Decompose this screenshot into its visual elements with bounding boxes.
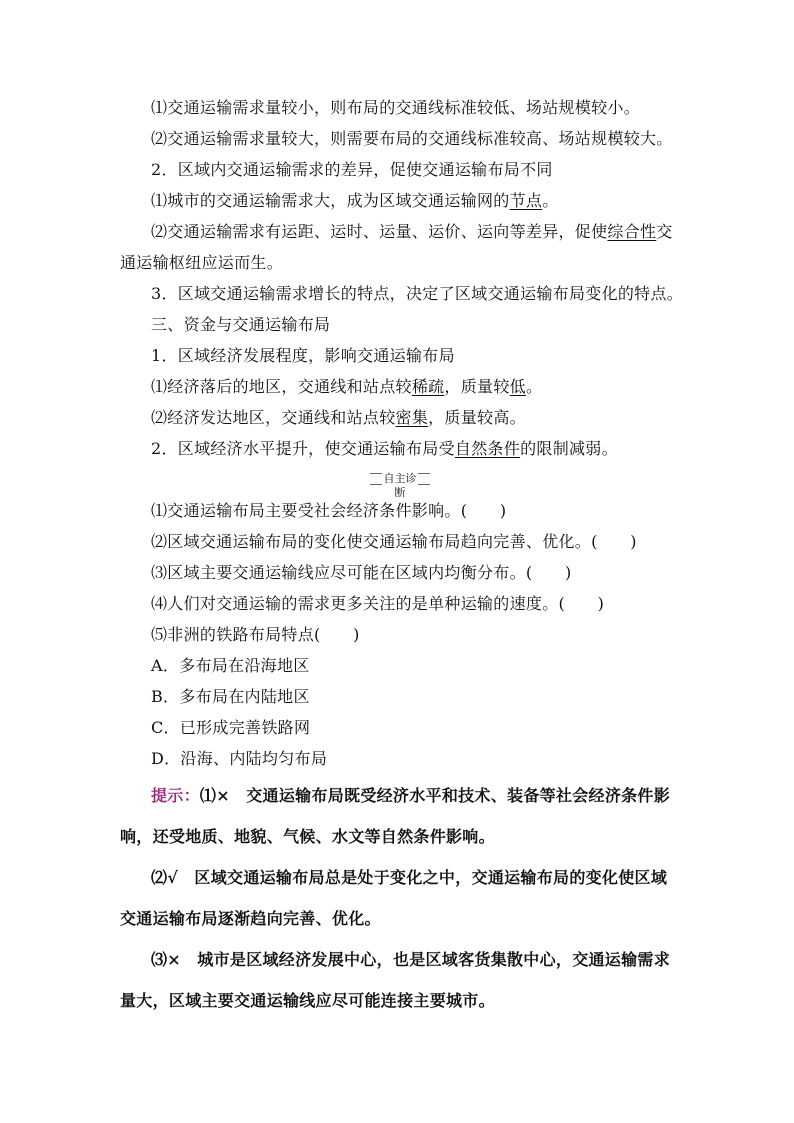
line-text: 。 — [525, 377, 543, 396]
text-line — [120, 252, 794, 274]
text-line — [151, 376, 794, 398]
question-item — [151, 562, 794, 584]
option-text: C．已形成完善铁路网 — [151, 718, 311, 737]
option-item — [151, 655, 794, 677]
underlined-term: 低 — [509, 377, 526, 396]
heading-line — [151, 159, 794, 181]
option-text: D．沿海、内陆均匀布局 — [151, 749, 328, 768]
hint-text: ⑴× 交通运输布局既受经济水平和技术、装备等社会经济条件影 — [199, 786, 671, 805]
hint-line — [151, 785, 794, 807]
line-text: 。 — [542, 191, 559, 210]
text-line — [151, 407, 794, 429]
text-line — [151, 128, 794, 150]
line-text: 三、资金与交通运输布局 — [151, 315, 331, 334]
hint-label: 提示： — [151, 786, 200, 805]
question-item — [151, 531, 794, 553]
question-text: ⑵区域交通运输布局的变化使交通运输布局趋向完善、优化。( ) — [151, 532, 637, 551]
underlined-term: 节点 — [509, 191, 543, 210]
line-text: ⑴经济落后的地区，交通线和站点较 — [151, 377, 412, 396]
question-text: ⑸非洲的铁路布局特点( ) — [151, 625, 360, 644]
hint-text: 交通运输布局逐渐趋向完善、优化。 — [120, 909, 381, 928]
hint-text: 量大，区域主要交通运输线应尽可能连接主要城市。 — [120, 991, 495, 1010]
option-text: A．多布局在沿海地区 — [151, 656, 310, 675]
line-text: ⑵经济发达地区，交通线和站点较 — [151, 408, 396, 427]
option-item — [151, 748, 794, 770]
hint-line — [151, 867, 794, 889]
underlined-term: 自然条件 — [454, 439, 521, 458]
heading-line — [151, 283, 794, 305]
underlined-term: 密集 — [395, 408, 429, 427]
underlined-term: 稀疏 — [411, 377, 445, 396]
line-text: 1．区域经济发展程度，影响交通运输布局 — [151, 346, 455, 365]
question-text: ⑴交通运输布局主要受社会经济条件影响。( ) — [151, 501, 507, 520]
option-text: B．多布局在内陆地区 — [151, 687, 310, 706]
text-line — [151, 190, 794, 212]
section-heading — [151, 314, 794, 336]
question-item — [151, 500, 794, 522]
line-text: 的限制减弱。 — [520, 439, 618, 458]
text-line — [151, 97, 794, 119]
heading-line — [151, 345, 794, 367]
question-text: ⑷人们对交通运输的需求更多关注的是单种运输的速度。( ) — [151, 594, 605, 613]
hint-text: ⑵√ 区域交通运输布局总是处于变化之中，交通运输布局的变化使区域 — [151, 868, 668, 887]
line-text: ⑴交通运输需求量较小，则布局的交通线标准较低、场站规模较小。 — [151, 98, 641, 117]
line-text: 2．区域内交通运输需求的差异，促使交通运输布局不同 — [151, 160, 553, 179]
line-text: ，质量较高。 — [428, 408, 526, 427]
section-badge-label: 自主诊断 — [383, 472, 417, 499]
line-text: 通运输枢纽应运而生。 — [120, 253, 284, 272]
line-text: 3．区域交通运输需求增长的特点，决定了区域交通运输布局变化的特点。 — [151, 284, 684, 303]
question-item — [151, 593, 794, 615]
hint-text: 响，还受地质、地貌、气候、水文等自然条件影响。 — [120, 827, 495, 846]
line-text: ⑴城市的交通运输需求大，成为区域交通运输网的 — [151, 191, 510, 210]
heading-line — [151, 438, 794, 460]
line-text: 交 — [656, 222, 673, 241]
line-text: ，质量较 — [444, 377, 510, 396]
line-text: 2．区域经济水平提升，使交通运输布局受 — [151, 439, 455, 458]
text-line — [151, 221, 794, 243]
hint-text: ⑶× 城市是区域经济发展中心，也是区域客货集散中心，交通运输需求 — [151, 950, 671, 969]
section-badge — [370, 472, 430, 499]
hint-line — [120, 908, 794, 930]
line-text: ⑵交通运输需求有运距、运时、运量、运价、运向等差异，促使 — [151, 222, 608, 241]
hint-line — [120, 826, 794, 848]
hint-line — [120, 990, 794, 1012]
question-item — [151, 624, 794, 646]
line-text: ⑵交通运输需求量较大，则需要布局的交通线标准较高、场站规模较大。 — [151, 129, 673, 148]
option-item — [151, 686, 794, 708]
option-item — [151, 717, 794, 739]
underlined-term: 综合性 — [607, 222, 657, 241]
hint-line — [151, 949, 794, 971]
question-text: ⑶区域主要交通运输线应尽可能在区域内均衡分布。( ) — [151, 563, 572, 582]
